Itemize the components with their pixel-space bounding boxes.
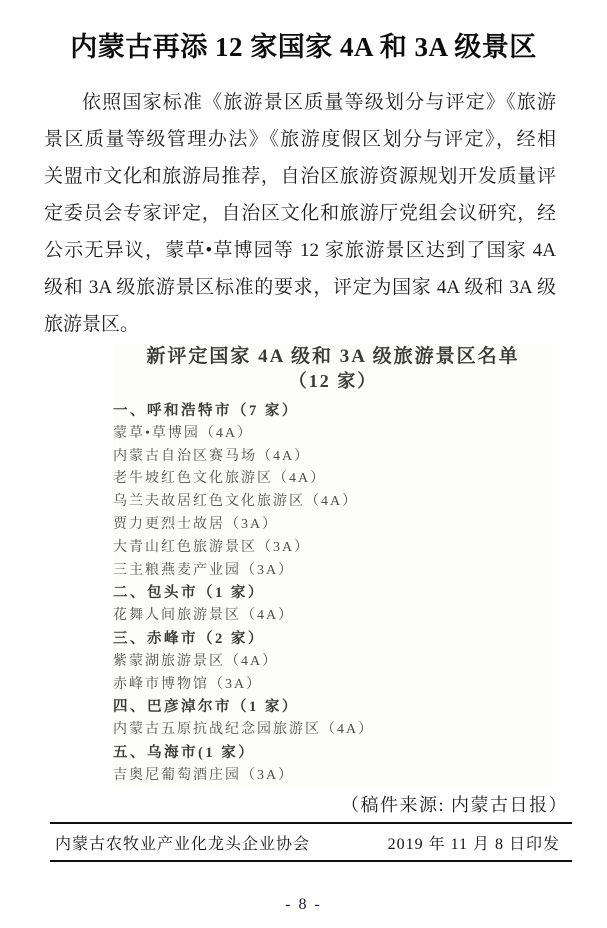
list-subtitle: （12 家） xyxy=(288,371,378,391)
list-scenic-item: 蒙草•草博园（4A） xyxy=(113,425,254,441)
footer-bottom-rule xyxy=(50,860,572,862)
footer-top-rule xyxy=(50,822,572,824)
footer-row xyxy=(55,828,560,856)
list-scenic-item: 三主粮燕麦产业园（3A） xyxy=(113,562,295,578)
list-scenic-item: 内蒙古五原抗战纪念园旅游区（4A） xyxy=(113,722,375,738)
document-title: 内蒙古再添 12 家国家 4A 和 3A 级景区 xyxy=(70,32,537,62)
list-scenic-item: 乌兰夫故居红色文化旅游区（4A） xyxy=(113,494,359,510)
paragraph-line: 定委员会专家评定，自治区文化和旅游厅党组会议研究，经 xyxy=(44,203,556,224)
list-scenic-item: 赤峰市博物馆（3A） xyxy=(113,676,263,692)
list-city-header: 三、赤峰市（2 家） xyxy=(113,630,265,647)
footer-issuer: 内蒙古农牧业产业化龙头企业协会 xyxy=(55,835,311,853)
scenic-area-list-block xyxy=(113,344,553,788)
paragraph-line: 关盟市文化和旅游局推荐，自治区旅游资源规划开发质量评 xyxy=(44,166,556,187)
page-number: - 8 - xyxy=(285,896,322,913)
source-note: （稿件来源: 内蒙古日报） xyxy=(341,795,568,815)
list-scenic-item: 花舞人间旅游景区（4A） xyxy=(113,608,295,624)
list-title: 新评定国家 4A 级和 3A 级旅游景区名单 xyxy=(146,346,520,367)
paragraph-line: 级和 3A 级旅游景区标准的要求，评定为国家 4A 级和 3A 级 xyxy=(44,277,556,298)
paragraph-line: 公示无异议，蒙草•草博园等 12 家旅游景区达到了国家 4A xyxy=(44,240,556,261)
scenic-area-list-items xyxy=(113,400,553,788)
list-scenic-item: 老牛坡红色文化旅游区（4A） xyxy=(113,471,327,487)
list-scenic-item: 贾力更烈士故居（3A） xyxy=(113,516,279,532)
list-scenic-item: 吉奥尼葡萄酒庄园（3A） xyxy=(113,767,295,783)
list-city-header: 四、巴彦淖尔市（1 家） xyxy=(113,699,299,716)
list-city-header: 一、呼和浩特市（7 家） xyxy=(113,403,299,419)
list-scenic-item: 紫蒙湖旅游景区（4A） xyxy=(113,653,279,669)
body-paragraph xyxy=(44,84,556,343)
paragraph-line: 依照国家标准《旅游景区质量等级划分与评定》《旅游 xyxy=(82,92,556,113)
paragraph-line: 旅游景区。 xyxy=(44,314,140,335)
footer-print-date: 2019 年 11 月 8 日印发 xyxy=(387,835,560,853)
list-scenic-item: 内蒙古自治区赛马场（4A） xyxy=(113,448,311,464)
list-city-header: 二、包头市（1 家） xyxy=(113,585,265,602)
list-scenic-item: 大青山红色旅游景区（3A） xyxy=(113,539,311,555)
list-city-header: 五、乌海市(1 家） xyxy=(113,744,256,761)
paragraph-line: 景区质量等级管理办法》《旅游度假区划分与评定》，经相 xyxy=(44,129,556,150)
